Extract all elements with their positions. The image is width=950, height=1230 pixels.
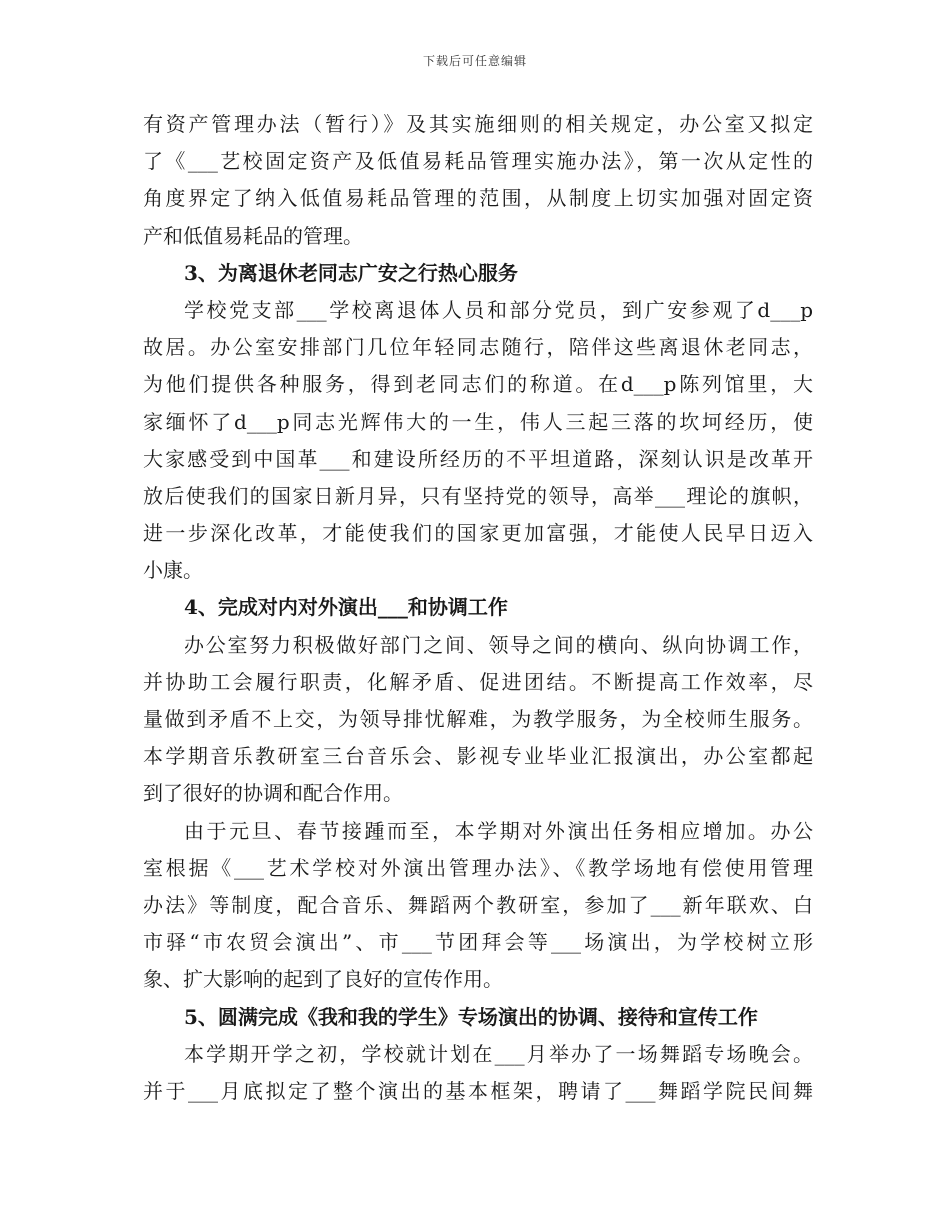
- text-line: 象、扩大影响的起到了良好的宣传作用。: [143, 967, 503, 992]
- text-line: 本学期音乐教研室三台音乐会、影视专业毕业汇报演出，办公室都起: [143, 744, 813, 769]
- section-heading: 3、为离退休老同志广安之行热心服务: [184, 260, 518, 285]
- text-line: 放后使我们的国家日新月异，只有坚持党的领导，高举___理论的旗帜，: [143, 483, 813, 508]
- section-heading: 4、完成对内对外演出___和协调工作: [184, 595, 508, 620]
- text-line: 小康。: [143, 558, 203, 583]
- text-line: 有资产管理办法（暂行）》及其实施细则的相关规定，办公室又拟定: [143, 112, 813, 136]
- text-line: 到了很好的协调和配合作用。: [143, 781, 403, 806]
- text-line: 并协助工会履行职责，化解矛盾、促进团结。不断提高工作效率，尽: [143, 669, 813, 694]
- text-line: 产和低值易耗品的管理。: [143, 223, 363, 248]
- text-line: 市驿“市农贸会演出”、市___节团拜会等___场演出，为学校树立形: [143, 930, 813, 955]
- text-line: 为他们提供各种服务，得到老同志们的称道。在d___p陈列馆里，大: [143, 372, 813, 397]
- text-line: 家缅怀了d___p同志光辉伟大的一生，伟人三起三落的坎坷经历，使: [143, 409, 813, 434]
- text-line: 进一步深化改革，才能使我们的国家更加富强，才能使人民早日迈入: [143, 521, 813, 546]
- text-line: 办法》等制度，配合音乐、舞蹈两个教研室，参加了___新年联欢、白: [143, 892, 813, 917]
- text-line: 了《___艺校固定资产及低值易耗品管理实施办法》，第一次从定性的: [143, 149, 813, 174]
- text-line: 大家感受到中国革___和建设所经历的不平坦道路，深刻认识是改革开: [143, 446, 813, 471]
- text-line: 故居。办公室安排部门几位年轻同志随行，陪伴这些离退休老同志，: [143, 335, 813, 360]
- text-line: 本学期开学之初，学校就计划在___月举办了一场舞蹈专场晚会。: [184, 1041, 813, 1066]
- page-header: 下载后可任意编辑: [422, 54, 527, 68]
- text-line: 学校党支部___学校离退体人员和部分党员，到广安参观了d___p: [184, 297, 813, 322]
- text-line: 角度界定了纳入低值易耗品管理的范围，从制度上切实加强对固定资: [143, 186, 813, 211]
- document-body: [143, 106, 813, 1110]
- text-line: 办公室努力积极做好部门之间、领导之间的横向、纵向协调工作，: [184, 632, 813, 657]
- section-heading: 5、圆满完成《我和我的学生》专场演出的协调、接待和宣传工作: [184, 1004, 758, 1029]
- text-line: 并于___月底拟定了整个演出的基本框架，聘请了___舞蹈学院民间舞: [143, 1078, 813, 1103]
- text-line: 由于元旦、春节接踵而至，本学期对外演出任务相应增加。办公: [184, 818, 813, 843]
- text-line: 量做到矛盾不上交，为领导排忧解难，为教学服务，为全校师生服务。: [143, 707, 813, 731]
- text-line: 室根据《___艺术学校对外演出管理办法》、《教学场地有偿使用管理: [143, 855, 813, 880]
